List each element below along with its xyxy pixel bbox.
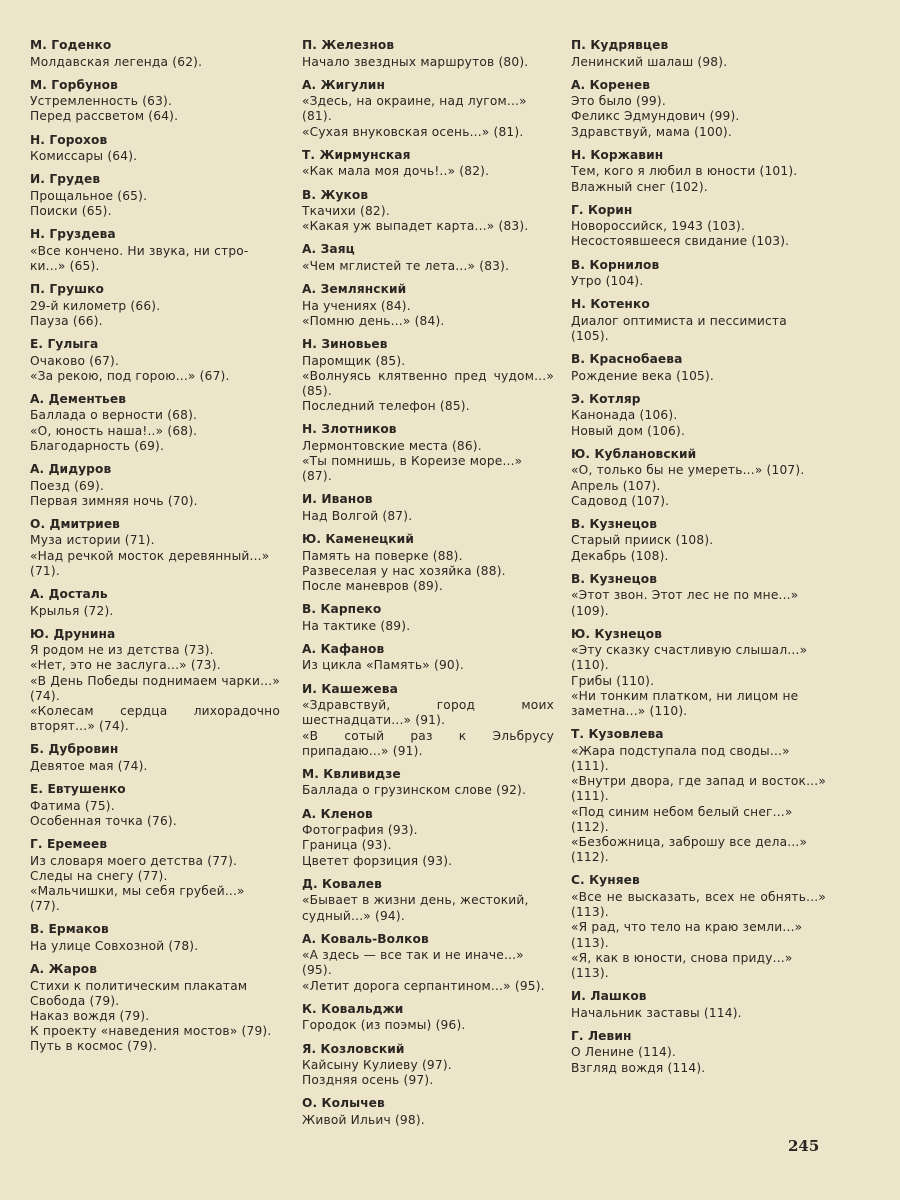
author-name: В. Корнилов (571, 257, 660, 272)
index-entry (571, 873, 826, 981)
index-entry (571, 148, 826, 195)
poem-title: «Этот звон. Этот лес не по мне...» (571, 588, 799, 603)
poem-title: «Помню день...» (84). (302, 313, 445, 328)
author-name: А. Дементьев (30, 391, 127, 406)
poem-title: Феликс Эдмундович (99). (571, 109, 740, 124)
poem-title: К проекту «наведения мостов» (79). (30, 1024, 272, 1039)
author-name: Т. Жирмунская (302, 147, 411, 162)
author-name: В. Кузнецов (571, 516, 658, 531)
author-name: С. Куняев (571, 873, 640, 888)
poem-title: Я родом не из детства (73). (30, 643, 214, 658)
index-entry (571, 392, 826, 439)
poem-title: Первая зимняя ночь (70). (30, 493, 198, 508)
poem-title: Из словаря моего детства (77). (30, 853, 238, 868)
poem-title: Апрель (107). (571, 478, 661, 493)
author-name: Г. Еремеев (30, 837, 108, 852)
author-name: А. Землянский (302, 282, 407, 297)
index-entry (302, 38, 554, 70)
poem-title: Прощальное (65). (30, 188, 148, 203)
index-entry (302, 188, 554, 235)
index-entry (30, 837, 280, 914)
poem-title: «Ни тонким платком, ни лицом не (571, 688, 799, 703)
poem-title: «Эту сказку счастливую слышал...» (571, 643, 808, 658)
poem-title: «Летит дорога серпантином...» (95). (302, 978, 545, 993)
poem-title: Старый прииск (108). (571, 533, 714, 548)
author-name: Ю. Кузнецов (571, 626, 663, 641)
poem-title: Садовод (107). (571, 493, 670, 508)
index-entry (302, 1042, 554, 1089)
author-name: Д. Ковалев (302, 876, 382, 891)
poem-title: (81). (302, 109, 332, 124)
author-name: И. Лашков (571, 989, 647, 1004)
poem-title: Несостоявшееся свидание (103). (571, 234, 790, 249)
index-entry (30, 922, 280, 954)
poem-title: «Жара подступала под своды...» (571, 743, 790, 758)
poem-title: Особенная точка (76). (30, 813, 177, 828)
author-name: И. Иванов (302, 492, 373, 507)
poem-title: (112). (571, 819, 609, 834)
poem-title: Канонада (106). (571, 408, 678, 423)
poem-title: «А здесь — все так и не иначе...» (302, 948, 524, 963)
poem-title: Начало звездных маршрутов (80). (302, 54, 529, 69)
index-column-1 (30, 38, 280, 1063)
author-name: П. Железнов (302, 38, 395, 52)
index-entry (30, 78, 280, 125)
index-entry (30, 38, 280, 70)
poem-title: (110). (571, 658, 609, 673)
poem-title: (113). (571, 965, 609, 980)
index-entry (302, 807, 554, 869)
poem-title: (112). (571, 850, 609, 865)
poem-title: Память на поверке (88). (302, 548, 463, 563)
poem-title: «Здравствуй, город моих шестнадцати...» (91). (302, 698, 554, 728)
author-name: А. Кленов (302, 806, 373, 821)
poem-title: После маневров (89). (302, 579, 443, 594)
poem-title: (95). (302, 963, 332, 978)
poem-title: Влажный снег (102). (571, 179, 708, 194)
poem-title: Наказ вождя (79). (30, 1009, 150, 1024)
poem-title: Начальник заставы (114). (571, 1005, 742, 1020)
poem-title: Поздняя осень (97). (302, 1073, 434, 1088)
poem-title: Устремленность (63). (30, 94, 173, 109)
author-name: В. Жуков (302, 187, 369, 202)
poem-title: (87). (302, 469, 332, 484)
author-name: И. Кашежева (302, 681, 398, 696)
poem-title: Диалог оптимиста и пессимиста (571, 313, 787, 328)
author-name: Г. Левин (571, 1028, 632, 1043)
index-entry (302, 682, 554, 759)
index-entry (302, 148, 554, 180)
poem-title: Ленинский шалаш (98). (571, 54, 728, 69)
index-column-2 (302, 38, 554, 1136)
index-entry (571, 727, 826, 865)
poem-title: Цветет форзиция (93). (302, 853, 453, 868)
author-name: Ю. Каменецкий (302, 532, 414, 547)
poem-title: Пауза (66). (30, 313, 103, 328)
poem-title: «О, юность наша!..» (68). (30, 423, 198, 438)
poem-title: Здравствуй, мама (100). (571, 124, 732, 139)
poem-title: Паромщик (85). (302, 353, 406, 368)
author-name: А. Досталь (30, 587, 108, 602)
index-entry (571, 517, 826, 564)
poem-title: (109). (571, 603, 609, 618)
poem-title: «Какая уж выпадет карта...» (83). (302, 219, 529, 234)
poem-title: «Внутри двора, где запад и восток...» (111). (571, 774, 826, 804)
index-entry (571, 38, 826, 70)
author-name: Н. Груздева (30, 227, 116, 242)
poem-title: На учениях (84). (302, 298, 411, 313)
index-entry (30, 742, 280, 774)
poem-title: Крылья (72). (30, 603, 114, 618)
author-name: В. Кузнецов (571, 571, 658, 586)
index-entry (302, 282, 554, 329)
poem-title: Баллада о грузинском слове (92). (302, 783, 527, 798)
author-name: А. Заяц (302, 242, 355, 257)
poem-title: Утро (104). (571, 274, 644, 289)
author-name: Н. Коржавин (571, 147, 664, 162)
poem-title: Молдавская легенда (62). (30, 54, 203, 69)
index-entry (302, 602, 554, 634)
author-name: К. Ковальджи (302, 1001, 404, 1016)
poem-title: Рождение века (105). (571, 368, 715, 383)
poem-title: Фатима (75). (30, 798, 115, 813)
author-name: Г. Корин (571, 202, 633, 217)
poem-title: Это было (99). (571, 94, 666, 109)
index-entry (30, 172, 280, 219)
index-entry (30, 337, 280, 384)
poem-title: (111). (571, 758, 609, 773)
poem-title: «Сухая внуковская осень...» (81). (302, 124, 524, 139)
poem-title: «Мальчишки, мы себя грубей...» (30, 884, 245, 898)
poem-title: Следы на снегу (77). (30, 868, 168, 883)
poem-title: Перед рассветом (64). (30, 109, 179, 124)
poem-title: Развеселая у нас хозяйка (88). (302, 563, 506, 578)
author-name: А. Кафанов (302, 641, 385, 656)
poem-title: «Как мала моя дочь!..» (82). (302, 164, 490, 179)
index-entry (571, 352, 826, 384)
poem-title: Последний телефон (85). (302, 399, 470, 414)
index-entry (302, 422, 554, 484)
poem-title: судный...» (94). (302, 908, 405, 923)
poem-title: «Я, как в юности, снова приду...» (571, 950, 793, 965)
author-name: Н. Зиновьев (302, 337, 388, 352)
poem-title: ки...» (65). (30, 258, 100, 273)
page-number: 245 (788, 1137, 820, 1155)
index-entry (30, 782, 280, 829)
index-entry (30, 392, 280, 454)
poem-title: (105). (571, 329, 609, 344)
author-name: П. Кудрявцев (571, 38, 669, 52)
index-entry (302, 532, 554, 594)
author-name: О. Дмитриев (30, 516, 120, 531)
author-name: Б. Дубровин (30, 742, 119, 757)
poem-title: Живой Ильич (98). (302, 1112, 425, 1127)
poem-title: «Под синим небом белый снег...» (571, 804, 793, 819)
author-name: Я. Козловский (302, 1041, 405, 1056)
poem-title: На улице Совхозной (78). (30, 938, 199, 953)
poem-title: 29-й километр (66). (30, 298, 161, 313)
index-entry (571, 203, 826, 250)
author-name: В. Краснобаева (571, 352, 683, 367)
author-name: А. Жигулин (302, 77, 385, 92)
poem-title: «Я рад, что тело на краю земли...» (571, 920, 803, 935)
poem-title: «Колесам сердца лихорадочно вторят...» (74). (30, 704, 280, 734)
index-entry (302, 492, 554, 524)
poem-title: «Все кончено. Ни звука, ни стро- (30, 243, 249, 258)
poem-title: (77). (30, 899, 60, 914)
index-entry (302, 242, 554, 274)
poem-title: Муза истории (71). (30, 533, 155, 548)
poem-title: Благодарность (69). (30, 438, 165, 453)
poem-title: Декабрь (108). (571, 548, 669, 563)
poem-title: Ткачихи (82). (302, 204, 390, 219)
poem-title: Комиссары (64). (30, 149, 138, 164)
author-name: Ю. Друнина (30, 626, 116, 641)
poem-title: «В сотый раз к Эльбрусу припадаю...» (91). (302, 728, 554, 758)
index-entry (30, 282, 280, 329)
index-entry (30, 517, 280, 579)
author-name: М. Горбунов (30, 77, 118, 92)
poem-title: На тактике (89). (302, 618, 411, 633)
poem-title: «О, только бы не умереть...» (107). (571, 463, 805, 478)
poem-title: Путь в космос (79). (30, 1039, 158, 1054)
index-entry (30, 962, 280, 1055)
author-name: А. Коренев (571, 77, 651, 92)
index-entry (30, 227, 280, 274)
index-entry (571, 258, 826, 290)
index-entry (571, 1029, 826, 1076)
author-name: О. Колычев (302, 1096, 385, 1111)
index-entry (302, 1096, 554, 1128)
author-name: П. Грушко (30, 282, 104, 297)
poem-title: заметна...» (110). (571, 704, 688, 719)
poem-title: «Над речкой мосток деревянный...» (30, 548, 270, 563)
poem-title: Лермонтовские места (86). (302, 438, 482, 453)
poem-title: «Волнуясь клятвенно пред чудом...» (85). (302, 368, 554, 398)
author-name: А. Дидуров (30, 462, 112, 477)
poem-title: Фотография (93). (302, 823, 418, 838)
index-entry (30, 587, 280, 619)
author-name: Н. Злотников (302, 422, 397, 437)
poem-title: Баллада о верности (68). (30, 408, 198, 423)
poem-title: (113). (571, 935, 609, 950)
poem-title: Городок (из поэмы) (96). (302, 1018, 466, 1033)
author-name: А. Жаров (30, 962, 98, 977)
poem-title: (71). (30, 563, 60, 578)
poem-title: Поезд (69). (30, 478, 104, 493)
author-name: Т. Кузовлева (571, 727, 664, 742)
poem-title: Стихи к политическим плакатам (30, 978, 248, 993)
index-column-3 (571, 38, 826, 1084)
poem-title: Над Волгой (87). (302, 508, 413, 523)
index-entry (302, 642, 554, 674)
poem-title: Девятое мая (74). (30, 758, 148, 773)
poem-title: Свобода (79). (30, 993, 120, 1008)
poem-title: «Ты помнишь, в Кореизе море...» (302, 454, 523, 469)
index-entry (30, 133, 280, 165)
author-name: Е. Гулыга (30, 337, 99, 352)
index-entry (571, 78, 826, 140)
poem-title: Новый дом (106). (571, 423, 686, 438)
author-name: В. Ермаков (30, 922, 109, 937)
poem-title: «Бывает в жизни день, жестокий, (302, 893, 529, 908)
author-name: И. Грудев (30, 172, 101, 187)
index-entry (571, 989, 826, 1021)
index-entry (302, 767, 554, 799)
author-name: Е. Евтушенко (30, 782, 126, 797)
author-name: В. Карпеко (302, 602, 382, 617)
poem-title: Тем, кого я любил в юности (101). (571, 164, 798, 179)
poem-title: «Здесь, на окраине, над лугом...» (302, 94, 527, 109)
index-entry (302, 78, 554, 140)
poem-title: «Нет, это не заслуга...» (73). (30, 658, 221, 673)
poem-title: Новороссийск, 1943 (103). (571, 219, 746, 234)
index-entry (571, 572, 826, 619)
index-entry (302, 877, 554, 924)
author-name: М. Годенко (30, 38, 112, 52)
poem-title: Граница (93). (302, 838, 392, 853)
index-entry (30, 462, 280, 509)
poem-title: «Безбожница, заброшу все дела...» (571, 835, 808, 849)
author-name: Н. Горохов (30, 132, 108, 147)
poem-title: «В День Победы поднимаем чарки...» (74). (30, 673, 280, 703)
author-name: Н. Котенко (571, 297, 650, 312)
author-name: М. Квливидзе (302, 766, 401, 781)
poem-title: «Все не высказать, всех не обнять...» (113). (571, 889, 826, 920)
author-name: Ю. Кублановский (571, 446, 697, 461)
index-entry (302, 337, 554, 414)
author-name: Э. Котляр (571, 391, 641, 406)
poem-title: «Чем мглистей те лета...» (83). (302, 258, 510, 273)
poem-title: Поиски (65). (30, 204, 112, 219)
index-entry (302, 1002, 554, 1034)
index-entry (571, 627, 826, 720)
poem-title: Очаково (67). (30, 353, 120, 368)
poem-title: Из цикла «Память» (90). (302, 658, 464, 673)
poem-title: «За рекою, под горою...» (67). (30, 368, 230, 383)
index-entry (571, 447, 826, 509)
poem-title: Грибы (110). (571, 673, 655, 688)
author-name: А. Коваль-Волков (302, 931, 429, 946)
index-entry (302, 932, 554, 994)
poem-title: Взгляд вождя (114). (571, 1060, 706, 1075)
index-entry (571, 297, 826, 344)
index-entry (30, 627, 280, 735)
poem-title: Кайсыну Кулиеву (97). (302, 1058, 452, 1073)
poem-title: О Ленине (114). (571, 1045, 677, 1060)
